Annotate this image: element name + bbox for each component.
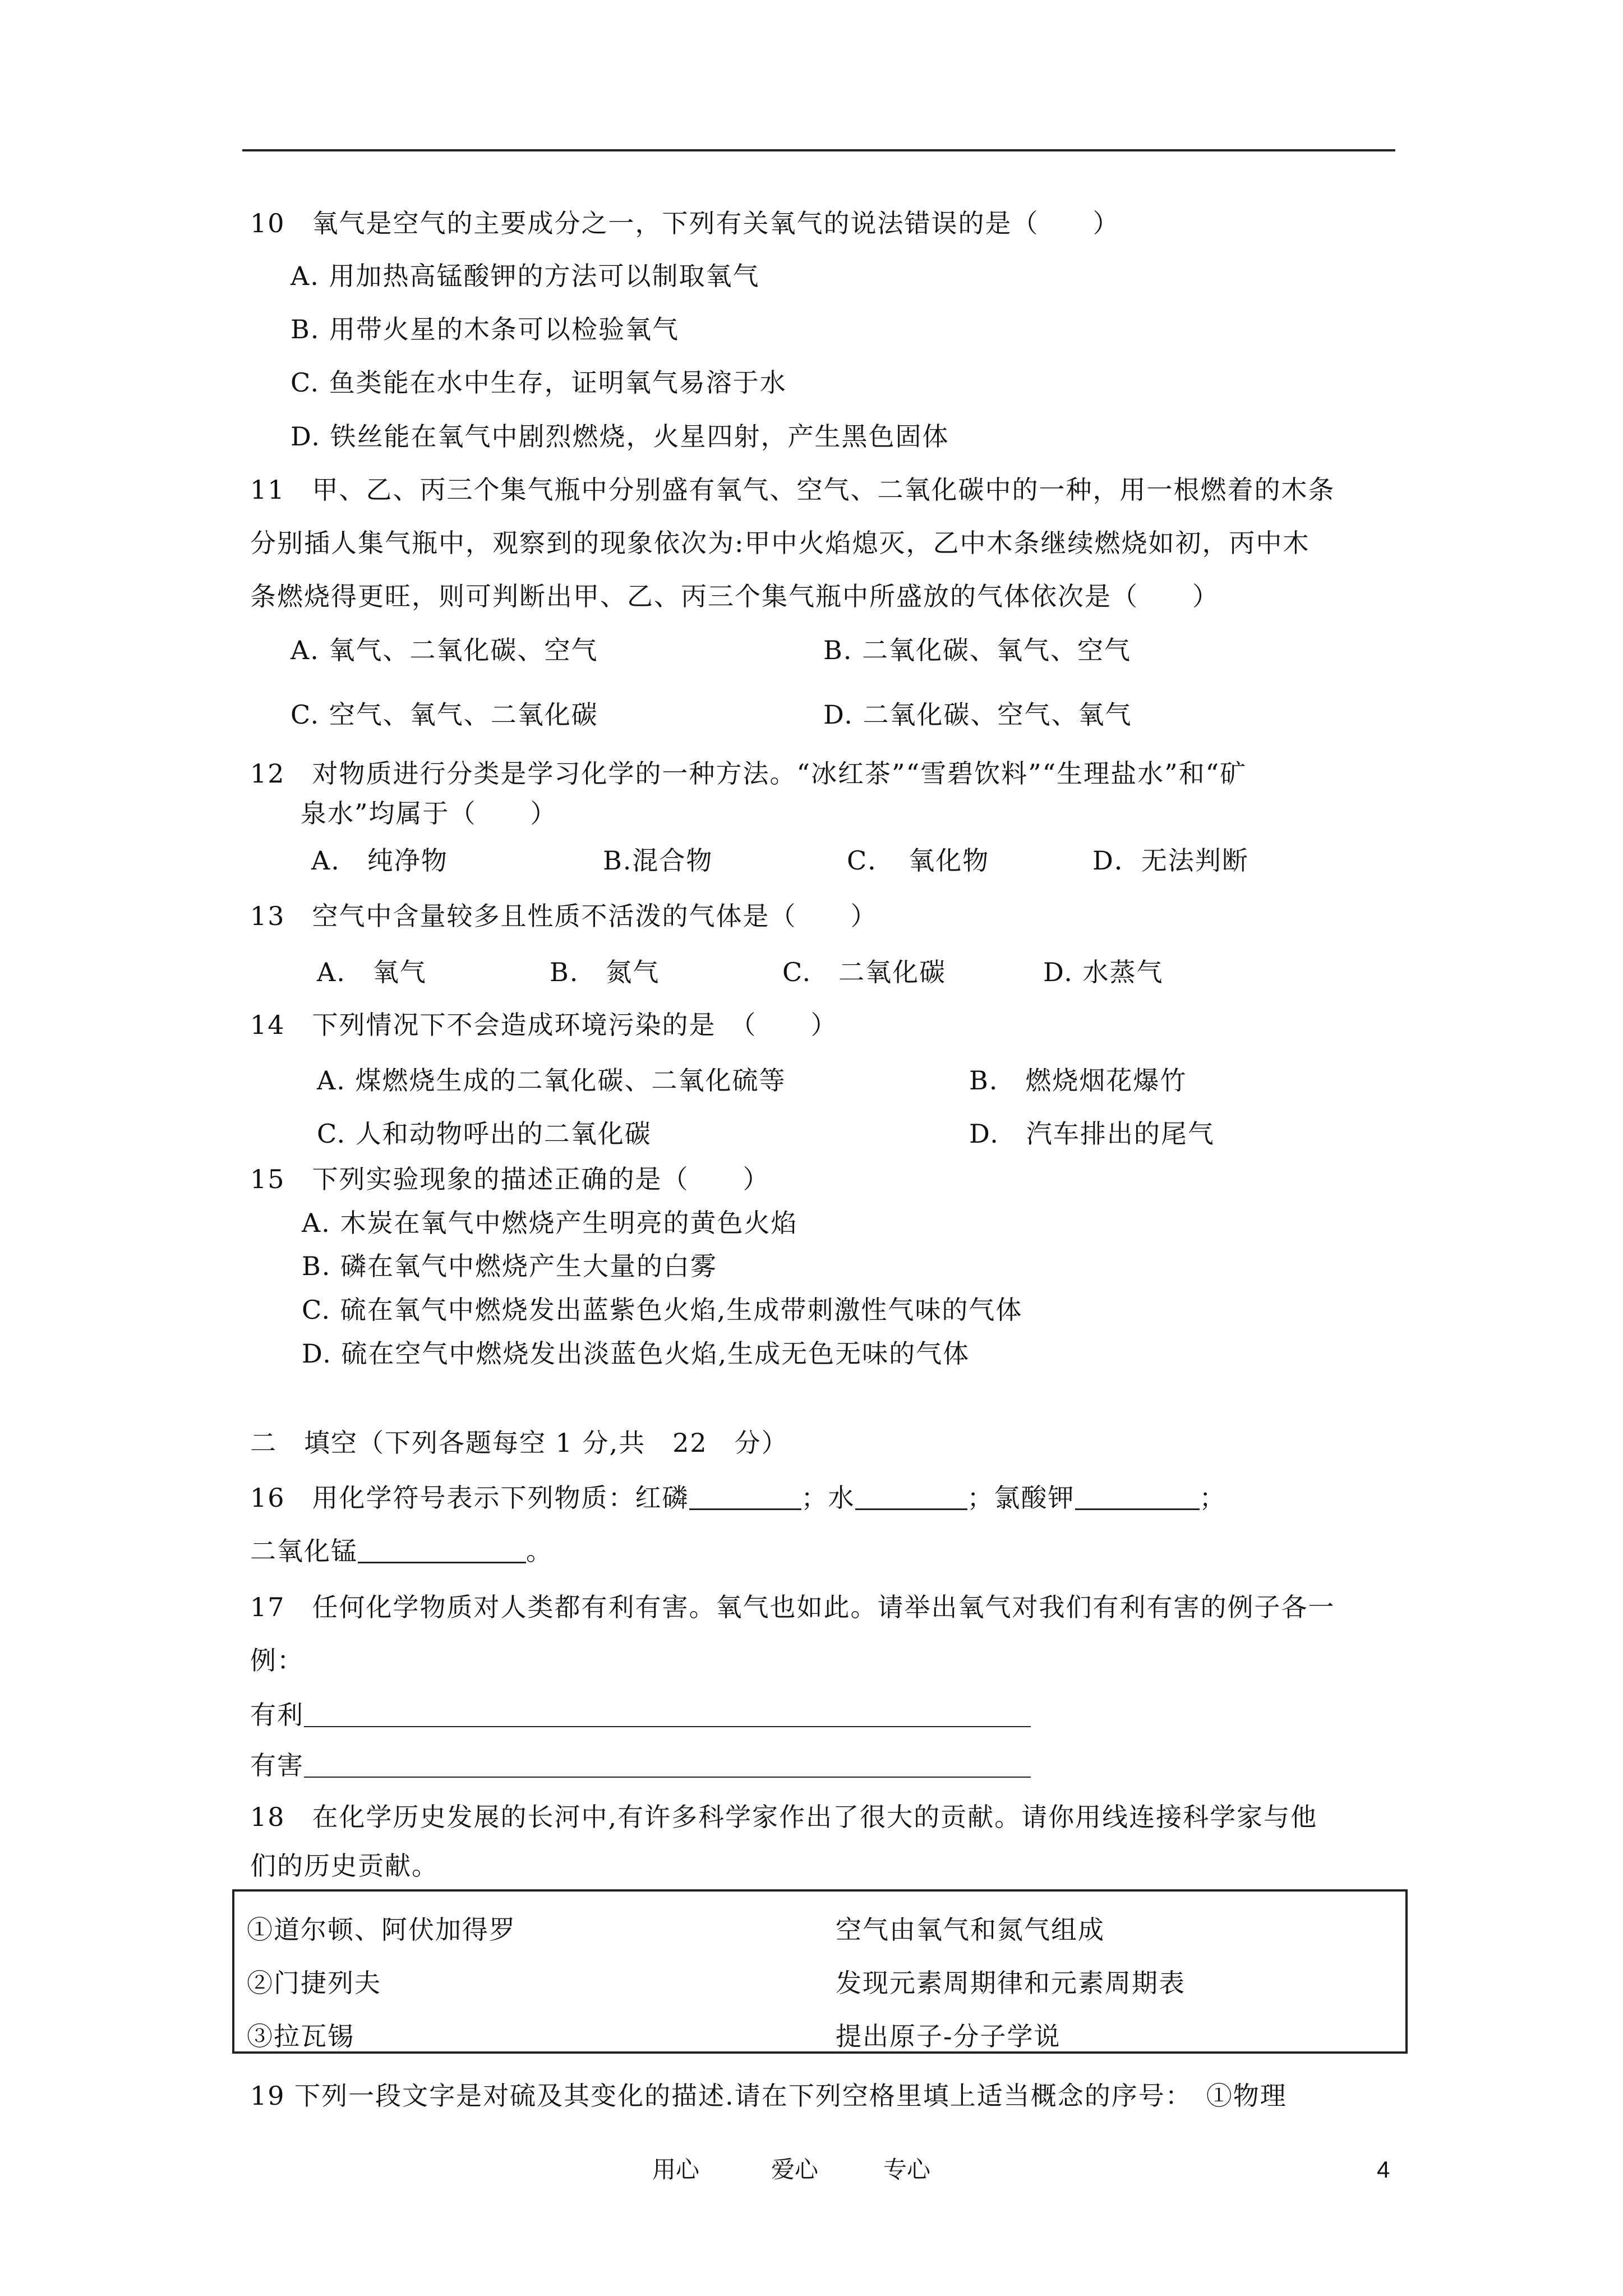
q10-option-b: B. 用带火星的木条可以检验氧气 xyxy=(291,314,680,344)
q13-option-d: D. 水蒸气 xyxy=(1043,957,1164,987)
q13-option-a: A. 氧气 xyxy=(317,957,427,987)
q11-option-b: B. 二氧化碳、氧气、空气 xyxy=(823,635,1132,665)
q16-line2 xyxy=(250,1534,553,1568)
q12-option-a: A. 纯净物 xyxy=(311,845,448,876)
q11-option-c: C. 空气、氧气、二氧化碳 xyxy=(291,700,598,730)
q18-stem-line2: 们的历史贡献。 xyxy=(250,1851,439,1881)
scientist-2[interactable]: ②门捷列夫 xyxy=(247,1968,381,1998)
q14-option-d: D. 汽车排出的尾气 xyxy=(969,1119,1215,1149)
section-2-title: 二 填空（下列各题每空 1 分,共 22 分） xyxy=(250,1428,789,1458)
q12-option-c: C． 氧化物 xyxy=(847,845,990,876)
q16-line2-label: 二氧化锰 xyxy=(250,1536,358,1566)
contribution-1[interactable]: 空气由氧气和氮气组成 xyxy=(836,1915,1105,1945)
q11-stem-line1: 11 甲、乙、丙三个集气瓶中分别盛有氧气、空气、二氧化碳中的一种，用一根燃着的木条 xyxy=(250,475,1335,505)
q17-bad-line xyxy=(250,1749,1031,1782)
q13-option-c: C. 二氧化碳 xyxy=(782,957,947,987)
q19-stem: 19 下列一段文字是对硫及其变化的描述.请在下列空格里填上适当概念的序号： ①物理 xyxy=(250,2081,1287,2111)
q15-option-a: A. 木炭在氧气中燃烧产生明亮的黄色火焰 xyxy=(302,1208,798,1238)
potassium-chlorate-blank[interactable] xyxy=(1075,1483,1200,1510)
q15-stem: 15 下列实验现象的描述正确的是（ ） xyxy=(250,1164,770,1194)
q10-option-a: A. 用加热高锰酸钾的方法可以制取氧气 xyxy=(291,261,760,291)
q12-stem-line1: 12 对物质进行分类是学习化学的一种方法。“冰红茶”“雪碧饮料”“生理盐水”和“矿 xyxy=(250,758,1247,789)
q14-option-c: C. 人和动物呼出的二氧化碳 xyxy=(317,1119,652,1149)
manganese-dioxide-blank[interactable] xyxy=(358,1536,526,1563)
q17-good-label: 有利 xyxy=(250,1700,304,1730)
q17-bad-blank[interactable] xyxy=(304,1751,1031,1778)
q17-bad-label: 有害 xyxy=(250,1750,304,1780)
q13-stem: 13 空气中含量较多且性质不活泼的气体是（ ） xyxy=(250,901,878,931)
q10-stem: 10 氧气是空气的主要成分之一，下列有关氧气的说法错误的是（ ） xyxy=(250,208,1120,238)
q12-option-b: B.混合物 xyxy=(603,845,713,876)
q11-stem-line2: 分别插人集气瓶中，观察到的现象依次为:甲中火焰熄灭，乙中木条继续燃烧如初，丙中木 xyxy=(250,528,1310,558)
q14-stem: 14 下列情况下不会造成环境污染的是 （ ） xyxy=(250,1010,838,1040)
q16-sep3: ； xyxy=(1199,1483,1227,1513)
q16-end: 。 xyxy=(526,1536,553,1566)
water-blank[interactable] xyxy=(855,1483,967,1510)
q15-option-c: C. 硫在氧气中燃烧发出蓝紫色火焰,生成带刺激性气味的气体 xyxy=(302,1295,1023,1325)
q12-stem-line2: 泉水”均属于（ ） xyxy=(301,798,557,829)
q17-stem-line1: 17 任何化学物质对人类都有利有害。氧气也如此。请举出氧气对我们有利有害的例子各一 xyxy=(250,1592,1335,1622)
q17-stem-line2: 例： xyxy=(250,1645,304,1676)
scientist-1[interactable]: ①道尔顿、阿伏加得罗 xyxy=(247,1915,516,1945)
footer-motto-2: 爱心 xyxy=(771,2156,819,2183)
q16-sep1: ；水 xyxy=(801,1483,855,1513)
q16-lead: 16 用化学符号表示下列物质：红磷 xyxy=(250,1483,689,1513)
q13-option-b: B. 氮气 xyxy=(550,957,660,987)
q18-stem-line1: 18 在化学历史发展的长河中,有许多科学家作出了很大的贡献。请你用线连接科学家与他 xyxy=(250,1802,1318,1832)
contribution-2[interactable]: 发现元素周期律和元素周期表 xyxy=(836,1968,1186,1998)
q11-stem-line3: 条燃烧得更旺，则可判断出甲、乙、丙三个集气瓶中所盛放的气体依次是（ ） xyxy=(250,581,1219,611)
contribution-3[interactable]: 提出原子-分子学说 xyxy=(836,2021,1061,2051)
q11-option-d: D. 二氧化碳、空气、氧气 xyxy=(823,700,1132,730)
q11-option-a: A. 氧气、二氧化碳、空气 xyxy=(291,635,598,665)
q17-good-blank[interactable] xyxy=(304,1700,1031,1727)
footer-motto-1: 用心 xyxy=(652,2156,700,2183)
q17-good-line xyxy=(250,1698,1031,1732)
q14-option-b: B. 燃烧烟花爆竹 xyxy=(969,1065,1187,1096)
page-number: 4 xyxy=(1377,2156,1390,2183)
q15-option-d: D. 硫在空气中燃烧发出淡蓝色火焰,生成无色无味的气体 xyxy=(302,1338,970,1369)
q16-line1 xyxy=(250,1481,1227,1515)
scientist-3[interactable]: ③拉瓦锡 xyxy=(247,2021,354,2051)
q15-option-b: B. 磷在氧气中燃烧产生大量的白雾 xyxy=(302,1251,718,1281)
q12-option-d: D．无法判断 xyxy=(1092,845,1249,876)
footer-motto-3: 专心 xyxy=(883,2156,931,2183)
header-rule xyxy=(242,149,1395,151)
q16-sep2: ；氯酸钾 xyxy=(967,1483,1075,1513)
q14-option-a: A. 煤燃烧生成的二氧化碳、二氧化硫等 xyxy=(317,1065,786,1096)
q10-option-c: C. 鱼类能在水中生存，证明氧气易溶于水 xyxy=(291,367,787,398)
red-phosphorus-blank[interactable] xyxy=(689,1483,801,1510)
q10-option-d: D. 铁丝能在氧气中剧烈燃烧，火星四射，产生黑色固体 xyxy=(291,421,949,452)
